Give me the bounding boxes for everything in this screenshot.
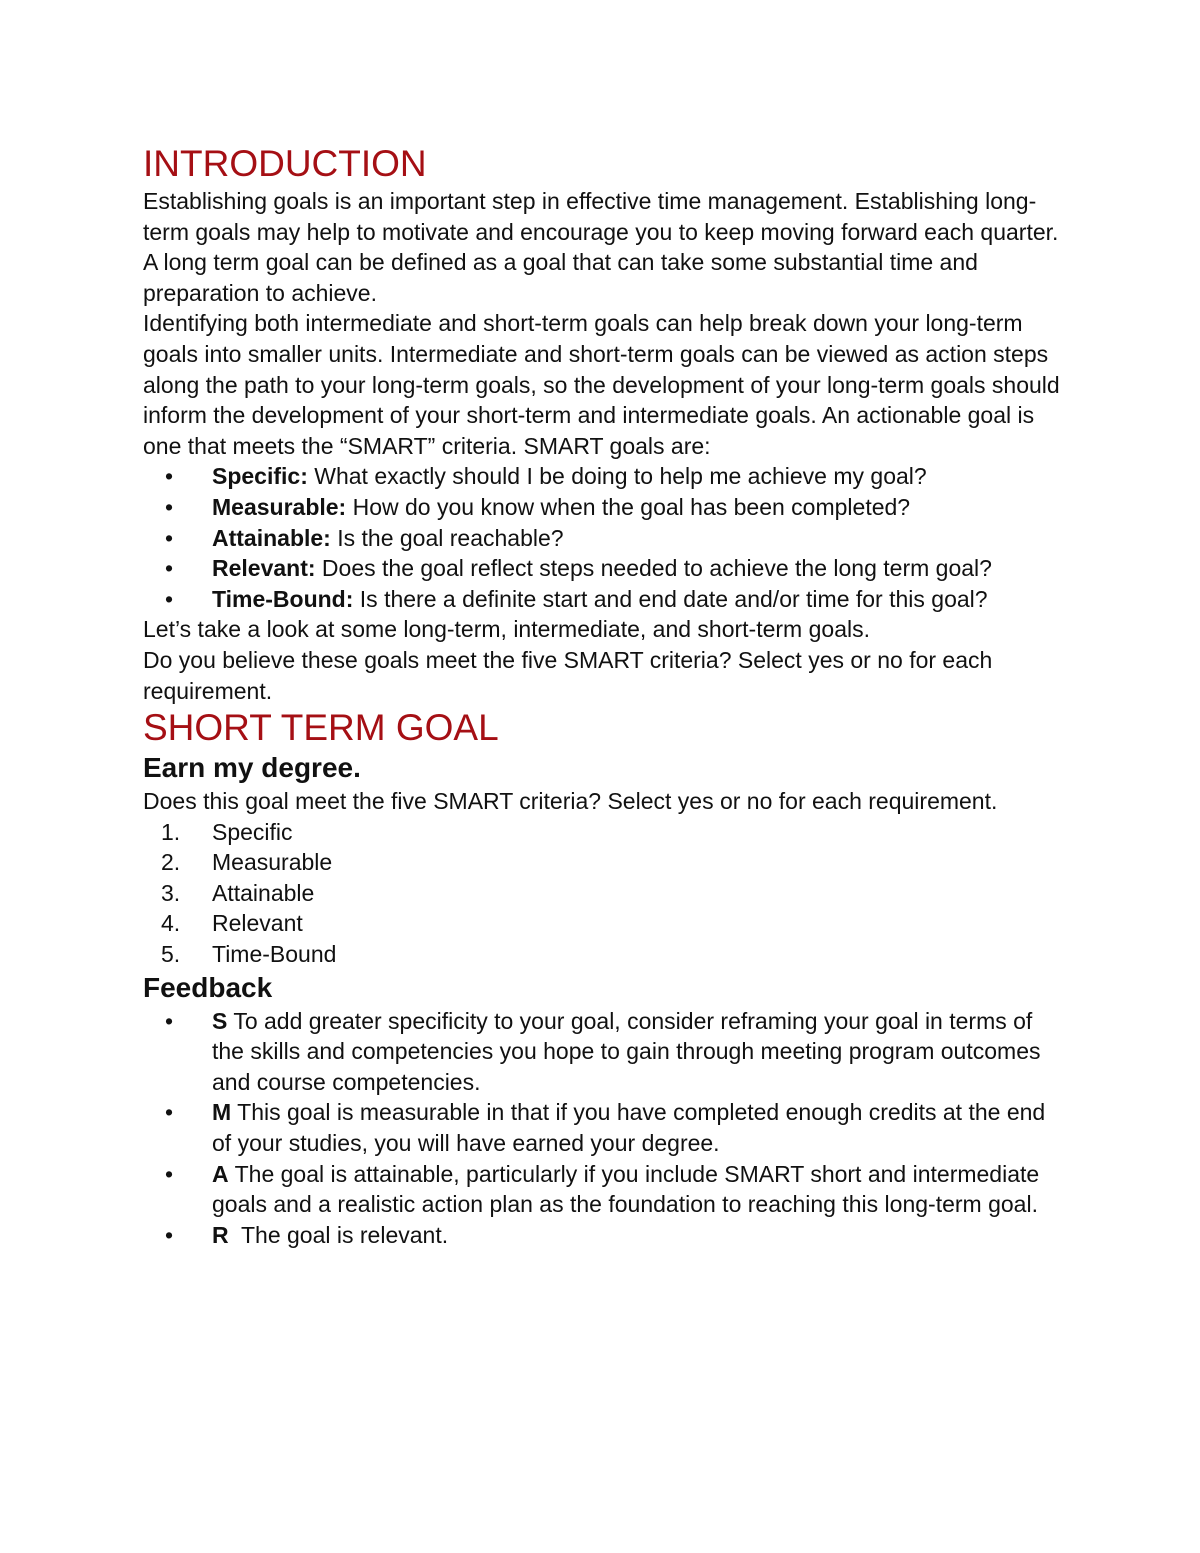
feedback-item-a	[143, 1159, 1063, 1220]
feedback-heading: Feedback	[143, 971, 273, 1003]
bullet-marker: •	[165, 585, 174, 612]
bullet-marker: •	[165, 493, 174, 520]
criteria-list	[143, 817, 1063, 970]
smart-description: How do you know when the goal has been completed?	[346, 493, 911, 520]
smart-term: Attainable:	[212, 524, 331, 551]
criteria-label: Time-Bound	[212, 941, 337, 968]
bullet-marker: •	[165, 1160, 174, 1187]
smart-term: Time-Bound:	[212, 585, 354, 612]
feedback-text: This goal is measurable in that if you have completed enough credits at the end of your studies, you will have earned your degree.	[212, 1099, 1046, 1157]
list-number: 3.	[161, 879, 181, 906]
intro-paragraph-1: Establishing goals is an important step in effective time management. Establishing long-term goals may help to motivate and encourage you to keep moving forward each quarter. A long term goal can be defined as a goal that can take some substantial time and preparation to achieve.	[143, 188, 1059, 306]
list-number: 2.	[161, 849, 181, 876]
feedback-item-r	[143, 1220, 1063, 1251]
feedback-text: The goal is attainable, particularly if you include SMART short and intermediate goals and a realistic action plan as the foundation to reaching this long-term goal.	[212, 1160, 1040, 1218]
introduction-heading: INTRODUCTION	[143, 143, 427, 184]
criteria-label: Measurable	[212, 849, 333, 876]
smart-description: Does the goal reflect steps needed to achieve the long term goal?	[315, 555, 992, 582]
short-term-goal-heading: SHORT TERM GOAL	[143, 707, 499, 749]
feedback-text: The goal is relevant.	[228, 1221, 449, 1248]
bullet-marker: •	[165, 555, 174, 582]
bullet-marker: •	[165, 1221, 174, 1248]
criteria-item	[143, 939, 1063, 970]
bullet-marker: •	[165, 1099, 174, 1126]
document-page	[143, 142, 1063, 1250]
criteria-item	[143, 878, 1063, 909]
criteria-label: Relevant	[212, 910, 303, 937]
criteria-item	[143, 908, 1063, 939]
smart-description: What exactly should I be doing to help me achieve my goal?	[307, 463, 927, 490]
feedback-text: To add greater specificity to your goal, consider reframing your goal in terms of the skills and competencies you hope to gain through meeting program outcomes and course competencies.	[212, 1007, 1041, 1095]
smart-term: Relevant:	[212, 555, 316, 582]
criteria-label: Attainable	[212, 879, 315, 906]
smart-description: Is there a definite start and end date and/or time for this goal?	[353, 585, 988, 612]
bullet-marker: •	[165, 463, 174, 490]
feedback-item-m	[143, 1097, 1063, 1158]
smart-item-measurable	[143, 492, 1063, 523]
intro-paragraph-3: Let’s take a look at some long-term, intermediate, and short-term goals.	[143, 616, 870, 643]
bullet-marker: •	[165, 1007, 174, 1034]
criteria-label: Specific	[212, 818, 293, 845]
smart-term: Measurable:	[212, 493, 347, 520]
list-number: 4.	[161, 910, 181, 937]
feedback-letter: M	[212, 1099, 232, 1126]
feedback-letter: S	[212, 1007, 228, 1034]
feedback-letter: R	[212, 1221, 229, 1248]
smart-item-relevant	[143, 553, 1063, 584]
feedback-item-s	[143, 1006, 1063, 1098]
bullet-marker: •	[165, 524, 174, 551]
feedback-list	[143, 1006, 1063, 1251]
intro-paragraph-2: Identifying both intermediate and short-term goals can help break down your long-term goals into smaller units. Intermediate and short-term goals can be viewed as action steps along the path to your long-term goals, so the development of your long-term goals should inform the development of your short-term and intermediate goals. An actionable goal is one that meets the “SMART” criteria. SMART goals are:	[143, 310, 1060, 459]
criteria-item	[143, 847, 1063, 878]
smart-item-attainable	[143, 523, 1063, 554]
smart-criteria-list	[143, 461, 1063, 614]
smart-term: Specific:	[212, 463, 308, 490]
feedback-letter: A	[212, 1160, 229, 1187]
smart-item-time-bound	[143, 584, 1063, 615]
smart-description: Is the goal reachable?	[330, 524, 564, 551]
intro-paragraph-4: Do you believe these goals meet the five SMART criteria? Select yes or no for each requirement.	[143, 646, 993, 704]
goal-question: Does this goal meet the five SMART criteria? Select yes or no for each requirement.	[143, 788, 998, 815]
list-number: 1.	[161, 818, 181, 845]
goal-title: Earn my degree.	[143, 752, 361, 784]
list-number: 5.	[161, 941, 181, 968]
criteria-item	[143, 817, 1063, 848]
smart-item-specific	[143, 461, 1063, 492]
